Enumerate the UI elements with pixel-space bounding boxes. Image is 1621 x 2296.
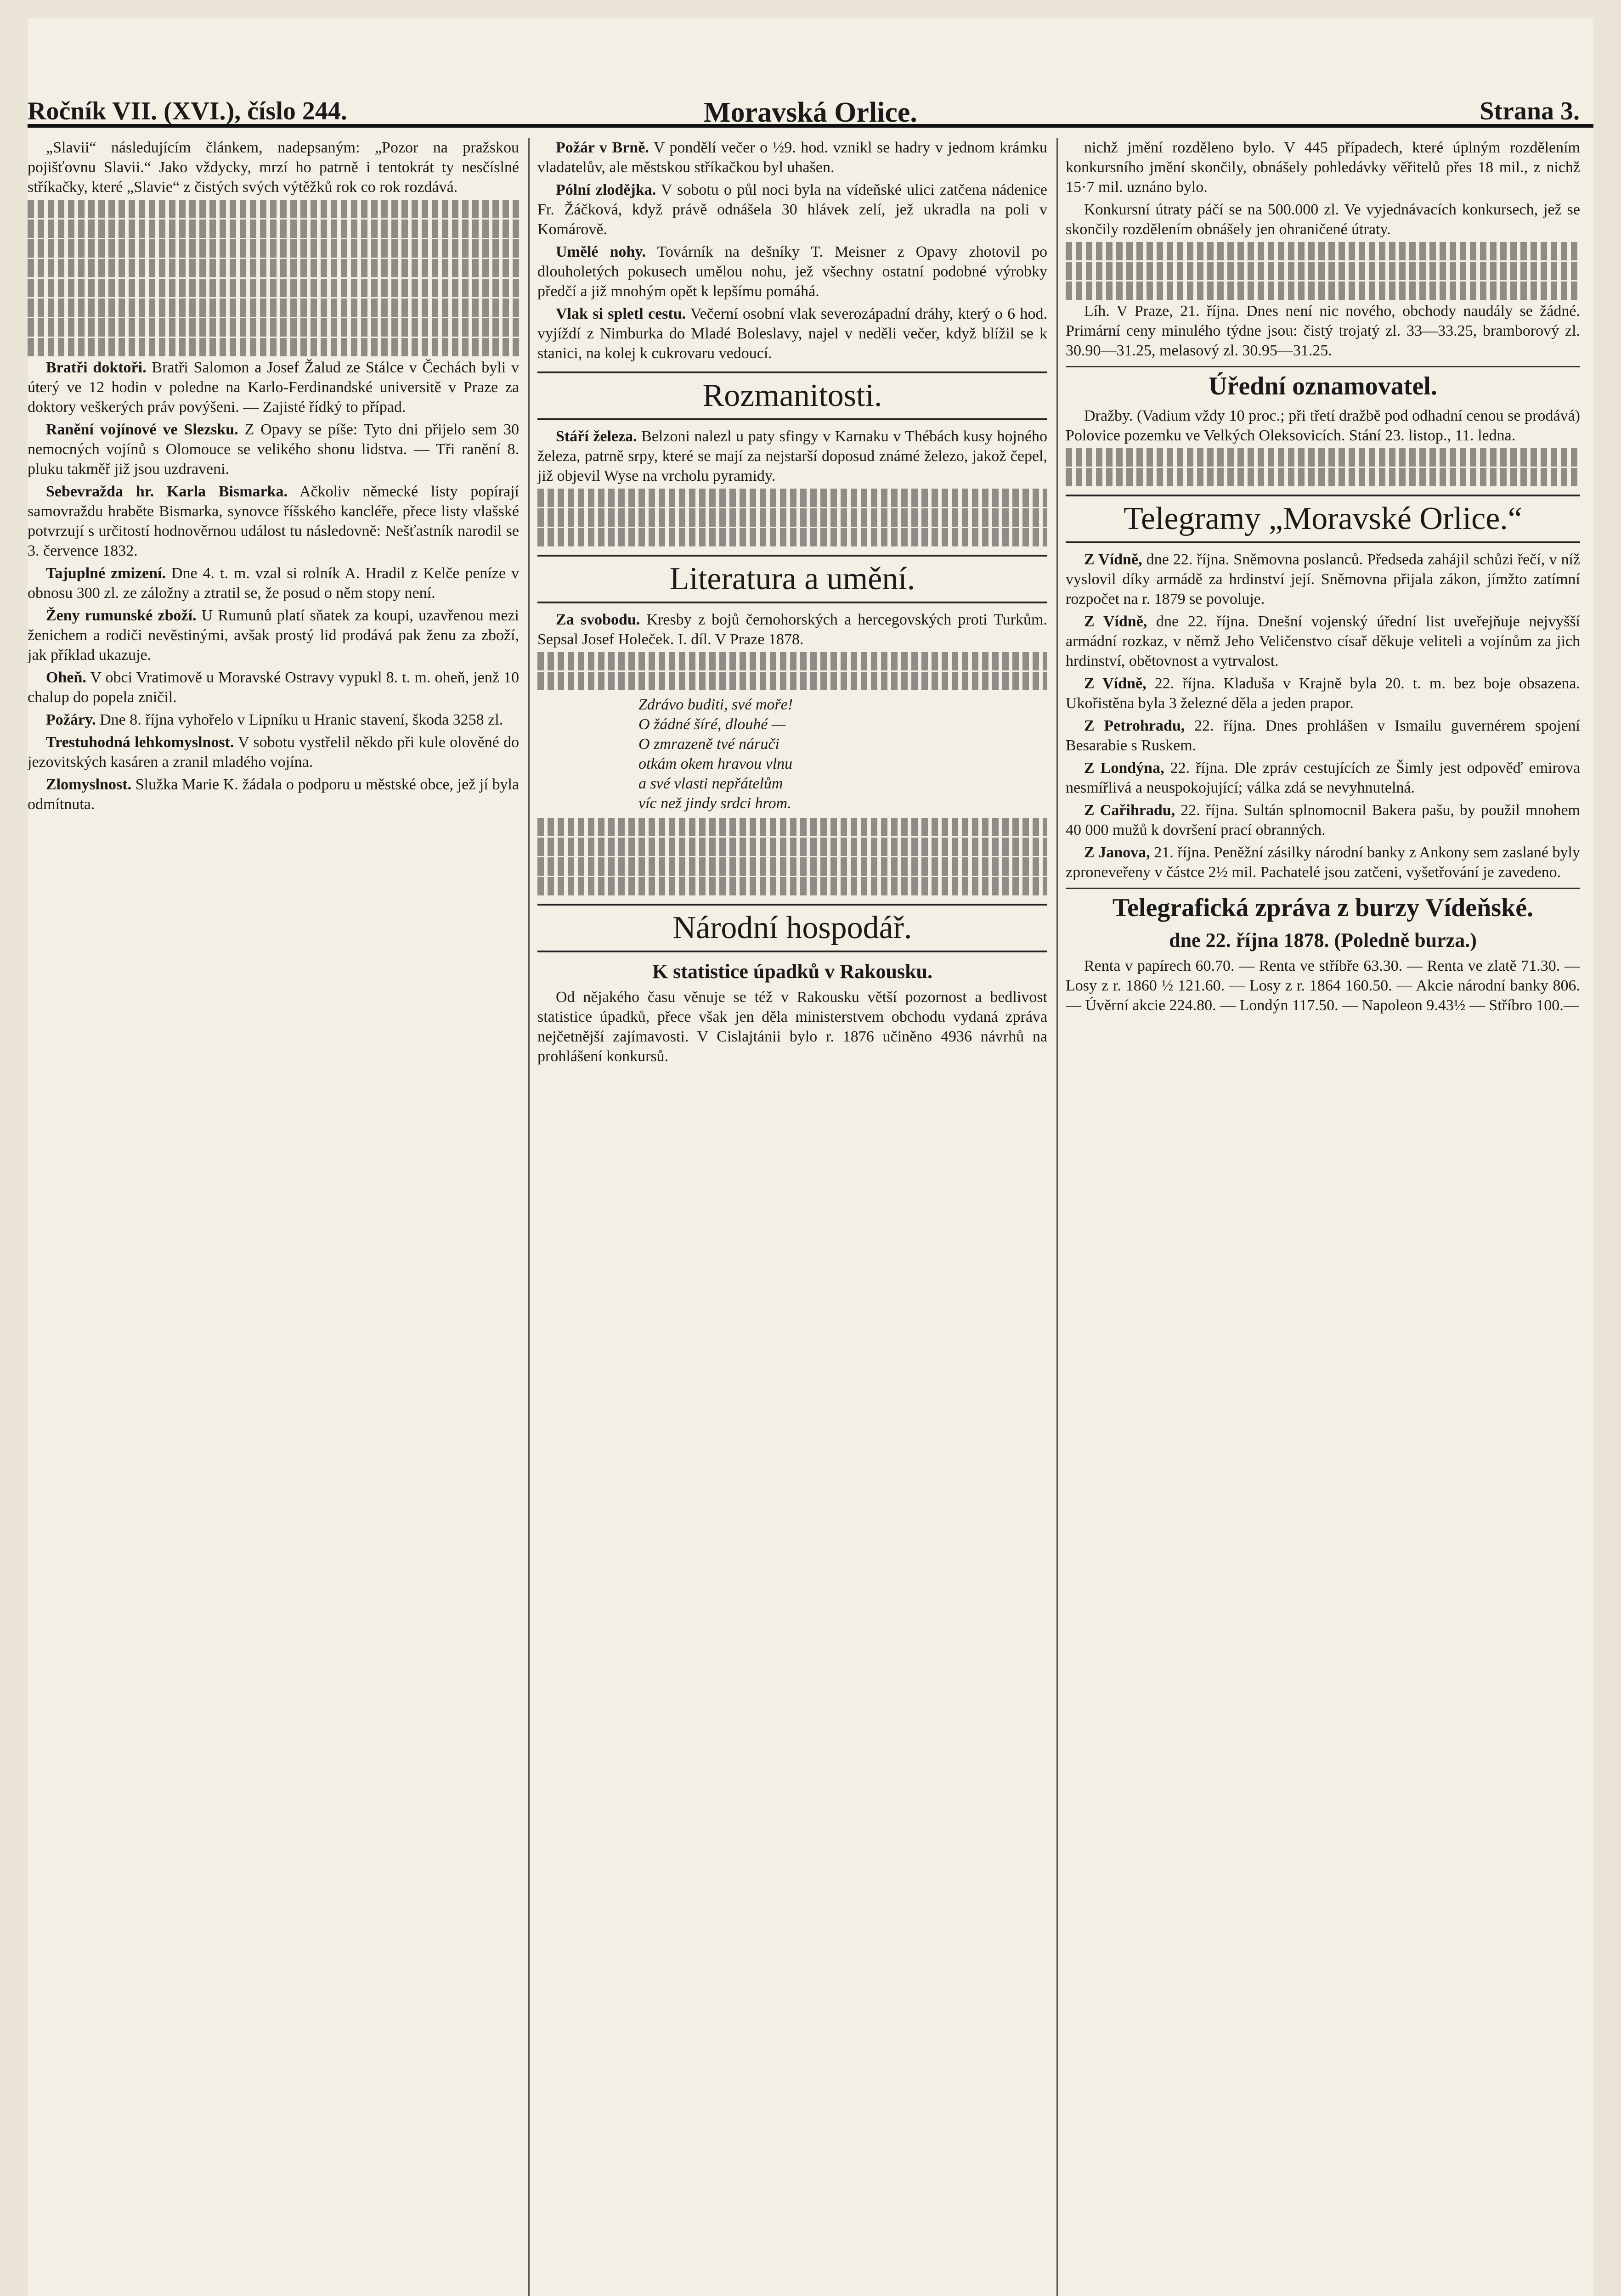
poem-line: O zmrazeně tvé náruči bbox=[638, 736, 779, 753]
column-left bbox=[28, 138, 519, 2296]
news-item bbox=[28, 710, 519, 730]
item-lead: Oheň. bbox=[46, 669, 86, 686]
telegram-item bbox=[1066, 674, 1580, 713]
intro-paragraph: „Slavii“ následujícím článkem, nadepsaným: „Pozor na pražskou pojišťovnu Slavii.“ Jako vždycky, mrzí ho patrně i tentokrát ty nesčíslné stříkačky, které „Slavie“ z čistých svých výtěžků rok co rok rozdává. bbox=[28, 139, 519, 196]
item-lead: Trestuhodná lehkomyslnost. bbox=[46, 734, 234, 751]
item-text: dne 22. října. Dnešní vojenský úřední list uveřejňuje nejvyšší armádní rozkaz, v němž Jeho Veličenstvo císař děkuje veliteli a vojínům za jich hrdinství, obětovnost a vytrvalost. bbox=[1066, 613, 1580, 670]
poem-line: otkám okem hravou vlnu bbox=[638, 755, 793, 772]
item-lead: Z Vídně, bbox=[1084, 613, 1147, 630]
text-line-placeholder bbox=[537, 818, 1047, 836]
telegram-item bbox=[1066, 843, 1580, 882]
section-title-bourse: Telegrafická zpráva z burzy Vídeňské. bbox=[1066, 888, 1580, 924]
news-item bbox=[28, 732, 519, 772]
newspaper-title: Moravská Orlice. bbox=[704, 97, 917, 128]
item-text: 22. října. Dnes prohlášen v Ismailu guvernérem spojení Besarabie s Ruskem. bbox=[1066, 717, 1580, 754]
article-lead: Za svobodu. bbox=[556, 611, 640, 628]
poem bbox=[638, 695, 1047, 813]
text-line-placeholder bbox=[28, 338, 519, 356]
news-items bbox=[28, 358, 519, 814]
item-lead: Tajuplné zmizení. bbox=[46, 565, 166, 582]
column-middle bbox=[537, 138, 1047, 2296]
text-line-placeholder bbox=[537, 877, 1047, 895]
text-line-placeholder bbox=[28, 239, 519, 258]
section-title-telegrams: Telegramy „Moravské Orlice.“ bbox=[1066, 495, 1580, 543]
text-line-placeholder bbox=[537, 528, 1047, 546]
telegram-item bbox=[1066, 550, 1580, 609]
item-lead: Z Vídně, bbox=[1084, 675, 1147, 692]
text-line-placeholder bbox=[1066, 262, 1580, 280]
item-text: V obci Vratimově u Moravské Ostravy vypukl 8. t. m. oheň, jenž 10 chalup do popela zničil. bbox=[28, 669, 519, 706]
article-text: Od nějakého času věnuje se též v Rakousku větší pozornost a bedlivost statistice úpadků, přece však jen děla ministerstvem obchodu vydaná zpráva nejčetnější zajímavosti. V Cislajtánii bylo r. 1876 učiněno 4936 návrhů na prohlášení konkursů. bbox=[537, 989, 1047, 1065]
item-lead: Pólní zlodějka. bbox=[556, 181, 656, 198]
item-text: Bratři Salomon a Josef Žalud ze Stálce v Čechách byli v úterý ve 12 hodin v poledne na Karlo-Ferdinandské universitě v Praze za doktory veškerých práv povýšeni. — Zajisté řídký to případ. bbox=[28, 359, 519, 416]
item-lead: Bratři doktoři. bbox=[46, 359, 147, 376]
item-text: V sobotu vystřelil někdo při kule olověné do jezovitských kasáren a zranil mladého vojína. bbox=[28, 734, 519, 771]
column-rule bbox=[528, 138, 530, 2296]
item-lead: Umělé nohy. bbox=[556, 243, 646, 260]
news-item bbox=[28, 775, 519, 814]
text-line-placeholder bbox=[28, 219, 519, 238]
section-title-rozmanitosti: Rozmanitosti. bbox=[537, 371, 1047, 420]
text-line-placeholder bbox=[537, 672, 1047, 690]
item-text: Továrník na dešníky T. Meisner z Opavy zhotovil po dlouholetých pokusech umělou nohu, jež všechny ostatní podobné výrobky předčí a již mnohým opět k lepšímu pomáhá. bbox=[537, 243, 1047, 300]
text-line-placeholder bbox=[28, 279, 519, 297]
text-line-placeholder bbox=[537, 857, 1047, 876]
article-text: nichž jmění rozděleno bylo. V 445 případech, které úplným rozdělením konkursního jmění skončily, obnášely pohledávky věřitelů přes 18 mil., z nichž 15·7 mil. uznáno bylo. bbox=[1066, 139, 1580, 196]
poem-line: víc než jindy srdci hrom. bbox=[638, 795, 791, 812]
news-item bbox=[537, 138, 1047, 177]
item-text: Ačkoliv německé listy popírají samovraždu hraběte Bismarka, synovce říšského kancléře, přece listy vlašské potvrzují s určitostí hodnověrnou událost tu následovně: Nešťastník narodil se 3. července 1832. bbox=[28, 483, 519, 559]
article-text: Kresby z bojů černohorských a hercegovských proti Turkům. Sepsal Josef Holeček. I. díl. V Praze 1878. bbox=[537, 611, 1047, 648]
issue-number: Ročník VII. (XVI.), číslo 244. bbox=[28, 97, 347, 125]
item-lead: Sebevražda hr. Karla Bismarka. bbox=[46, 483, 288, 500]
text-line-placeholder bbox=[537, 652, 1047, 670]
item-text: V pondělí večer o ½9. hod. vznikl se hadry v jednom krámku vladatelův, ale městskou stříkačkou byl uhašen. bbox=[537, 139, 1047, 176]
poem-line: a své vlasti nepřátelům bbox=[638, 775, 783, 792]
item-lead: Zlomyslnost. bbox=[46, 776, 132, 793]
text-line-placeholder bbox=[28, 259, 519, 277]
article-lead: Stáří železa. bbox=[556, 428, 637, 445]
item-lead: Ženy rumunské zboží. bbox=[46, 607, 197, 624]
telegram-item bbox=[1066, 800, 1580, 840]
article-text: Dražby. (Vadium vždy 10 proc.; při třetí dražbě pod odhadní cenou se prodává) Polovice pozemku ve Velkých Oleksovicích. Stání 23. listop., 11. ledna. bbox=[1066, 407, 1580, 444]
newspaper-page bbox=[28, 18, 1593, 2296]
bourse-text: Renta v papírech 60.70. — Renta ve stříbře 63.30. — Renta ve zlatě 71.30. — Losy z r. 1860 ½ 121.60. — Losy z r. 1864 160.50. — Akcie národní banky 806. — Úvěrní akcie 224.80. — Londýn 117.50. — Napoleon 9.43½ — Stříbro 100.— bbox=[1066, 957, 1580, 1014]
item-text: 22. října. Sultán splnomocnil Bakera pašu, by použil mnohem 40 000 mužů k dovršení prací obranných. bbox=[1066, 802, 1580, 838]
telegram-items bbox=[1066, 550, 1580, 882]
item-lead: Z Londýna, bbox=[1084, 760, 1164, 777]
item-lead: Ranění vojínové ve Slezsku. bbox=[46, 421, 238, 438]
poem-line: Zdrávo buditi, své moře! bbox=[638, 696, 793, 713]
column-rule bbox=[1056, 138, 1058, 2296]
text-line-placeholder bbox=[537, 489, 1047, 507]
market-report: Líh. V Praze, 21. října. Dnes není nic nového, obchody naudály se žádné. Primární ceny minulého týdne jsou: čistý trojatý zl. 33—33.25, bramborový zl. 30.90—31.25, melasový zl. 30.95—31.25. bbox=[1066, 303, 1580, 359]
telegram-item bbox=[1066, 716, 1580, 755]
news-item bbox=[537, 304, 1047, 363]
text-line-placeholder bbox=[537, 838, 1047, 856]
text-line-placeholder bbox=[1066, 468, 1580, 486]
bourse-date: dne 22. října 1878. (Poledně burza.) bbox=[1169, 929, 1477, 951]
telegram-item bbox=[1066, 758, 1580, 798]
item-lead: Z Vídně, bbox=[1084, 551, 1142, 568]
news-item bbox=[537, 242, 1047, 301]
masthead bbox=[28, 64, 1593, 128]
news-item bbox=[28, 482, 519, 561]
item-text: dne 22. října. Sněmovna poslanců. Předseda zahájil schůzi řečí, v níž vyslovil díky armádě za hrdinství její. Sněmovna přijala zákon, jímžto zatímní rozpočet na r. 1879 se povoluje. bbox=[1066, 551, 1580, 608]
page-number: Strana 3. bbox=[1480, 97, 1580, 125]
text-line-placeholder bbox=[28, 298, 519, 317]
news-item bbox=[537, 180, 1047, 239]
column-right bbox=[1066, 138, 1580, 2296]
section-title-literatura: Literatura a umění. bbox=[537, 555, 1047, 603]
item-text: V sobotu o půl noci byla na vídeňské ulici zatčena nádenice Fr. Žáčková, když právě odnášela 30 hlávek zelí, jež ukradla na poli v Komárově. bbox=[537, 181, 1047, 238]
item-lead: Z Petrohradu, bbox=[1084, 717, 1185, 734]
article bbox=[537, 427, 1047, 486]
article-text: Konkursní útraty páčí se na 500.000 zl. Ve vyjednávacích konkursech, jež se skončily rozdělením obnášely jen ohraničené útraty. bbox=[1066, 201, 1580, 238]
item-lead: Požár v Brně. bbox=[556, 139, 649, 156]
news-item bbox=[28, 668, 519, 707]
item-text: 22. října. Kladuša v Krajně byla 20. t. m. bez boje obsazena. Ukořistěna byla 3 železné děla a jeden prapor. bbox=[1066, 675, 1580, 712]
text-line-placeholder bbox=[1066, 242, 1580, 260]
text-line-placeholder bbox=[28, 200, 519, 218]
section-title-urad: Úřední oznamovatel. bbox=[1066, 366, 1580, 402]
text-line-placeholder bbox=[1066, 448, 1580, 467]
item-text: 21. října. Peněžní zásilky národní banky z Ankony sem zaslané byly zproneveřeny v částce 2½ mil. Pachatelé jsou zatčeni, vyšetřování je zavedeno. bbox=[1066, 844, 1580, 881]
item-text: Služka Marie K. žádala o podporu u městské obce, jež jí byla odmítnuta. bbox=[28, 776, 519, 813]
item-text: 22. října. Dle zpráv cestujících ze Šimly jest odpověď emirova nesmířlivá a neuspokojující; válka zdá se nevyhnutelná. bbox=[1066, 760, 1580, 796]
item-text: Z Opavy se píše: Tyto dni přijelo sem 30 nemocných vojínů s Olomouce se velikého shonu lidstva. — Tři ranění 8. pluku takměř již jsou uzdraveni. bbox=[28, 421, 519, 478]
item-text: Dne 4. t. m. vzal si rolník A. Hradil z Kelče peníze v obnosu 300 zl. ze záložny a ztratil se, že posud o něm stopy není. bbox=[28, 565, 519, 602]
item-lead: Požáry. bbox=[46, 711, 96, 728]
item-lead: Z Cařihradu, bbox=[1084, 802, 1175, 819]
item-lead: Vlak si spletl cestu. bbox=[556, 305, 686, 322]
news-item bbox=[28, 563, 519, 603]
text-line-placeholder bbox=[1066, 281, 1580, 300]
news-item bbox=[28, 420, 519, 479]
text-line-placeholder bbox=[537, 508, 1047, 527]
item-text: U Rumunů platí sňatek za koupi, uzavřenou mezi ženichem a rodiči nevěstinými, avšak prostý lid prodává pak ženu za zboží, jak příklad ukazuje. bbox=[28, 607, 519, 664]
article-text: Belzoni nalezl u paty sfingy v Karnaku v Thébách kusy hojného železa, patrně srpy, které se mají za nejstarší doposud známé železo, jakož čepel, již objevil Wyse na vrcholu pyramidy. bbox=[537, 428, 1047, 484]
telegram-item bbox=[1066, 612, 1580, 671]
news-item bbox=[28, 606, 519, 665]
news-item bbox=[28, 358, 519, 417]
item-text: Dne 8. října vyhořelo v Lipníku u Hranic stavení, škoda 3258 zl. bbox=[100, 711, 503, 728]
text-line-placeholder bbox=[28, 318, 519, 337]
section-title-narodni: Národní hospodář. bbox=[537, 904, 1047, 952]
article-subtitle: K statistice úpadků v Rakousku. bbox=[652, 960, 933, 983]
item-lead: Z Janova, bbox=[1084, 844, 1150, 861]
item-text: Večerní osobní vlak severozápadní dráhy, který o 6 hod. vyjíždí z Nimburka do Mladé Boleslavy, najel v neděli večer, když blížil se k stanici, na kolej k cukrovaru vedoucí. bbox=[537, 305, 1047, 362]
poem-line: O žádné šíré, dlouhé — bbox=[638, 716, 786, 733]
article bbox=[537, 610, 1047, 649]
news-items bbox=[537, 138, 1047, 363]
